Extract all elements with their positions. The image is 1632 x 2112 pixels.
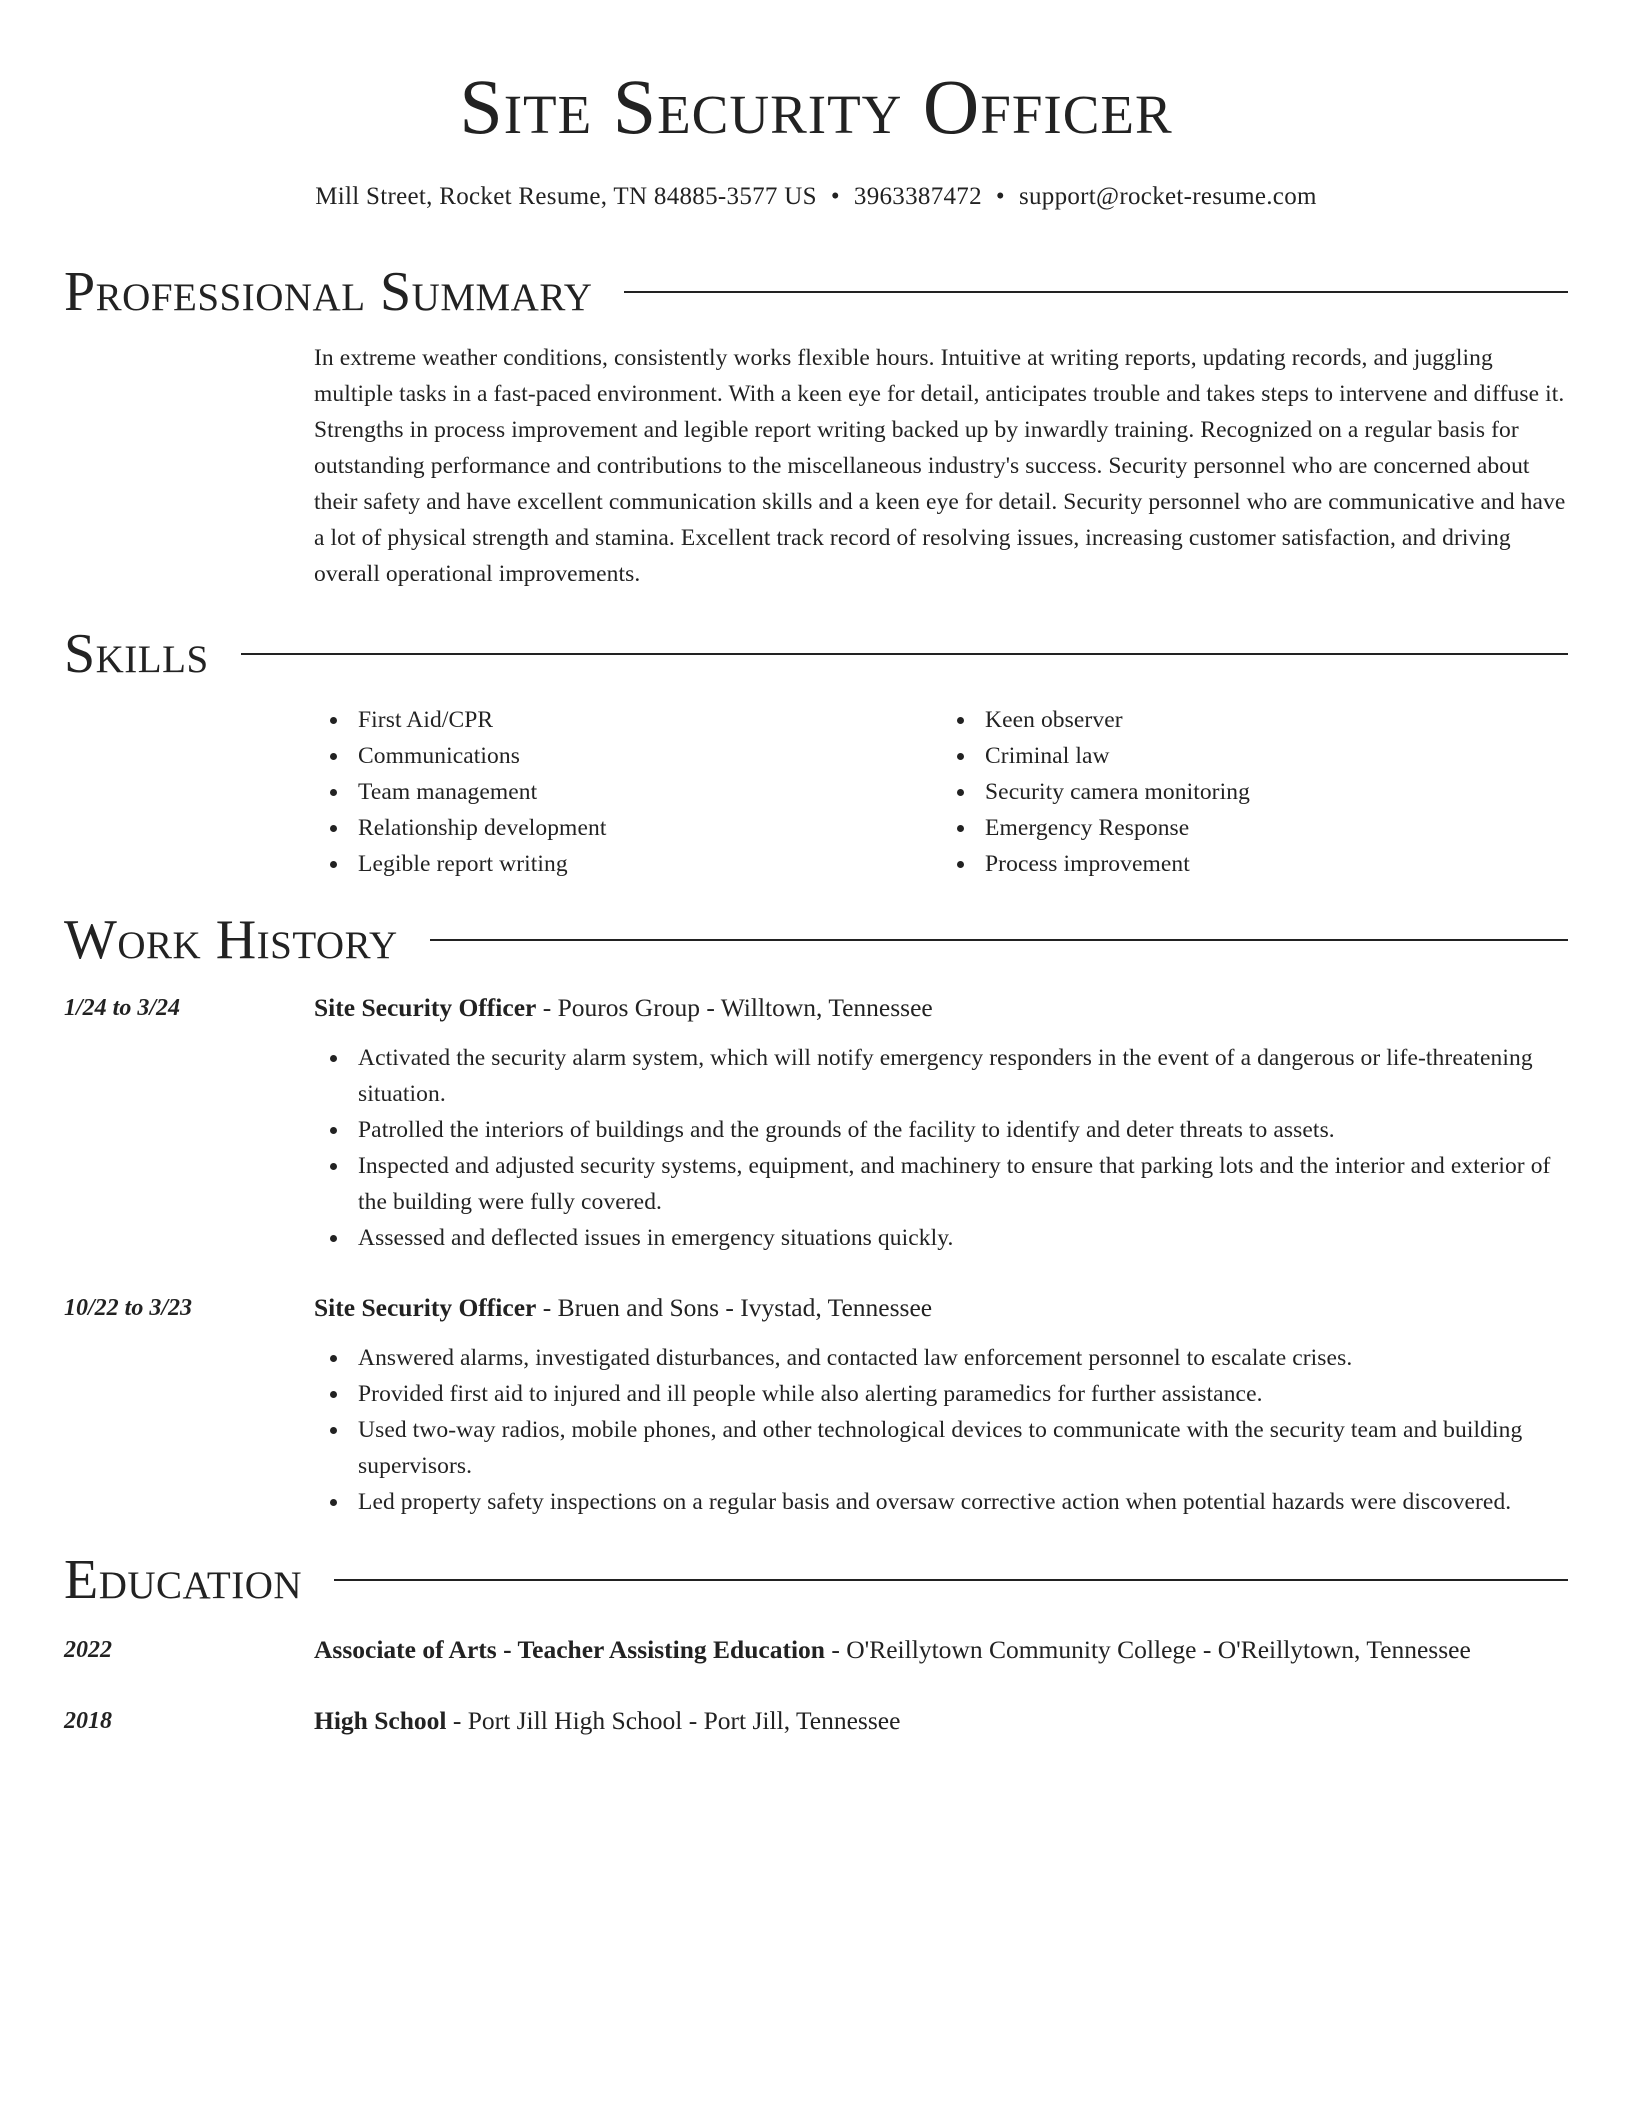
education-school: - O'Reillytown Community College - O'Reillytown, Tennessee: [824, 1635, 1471, 1664]
education-year: 2022: [64, 1637, 112, 1663]
skills-column-right: [941, 702, 1568, 882]
job-employer: - Pouros Group - Willtown, Tennessee: [536, 993, 933, 1022]
education-line: [314, 1703, 1568, 1739]
job-duty: Used two-way radios, mobile phones, and other technological devices to communicate with the security team and building supervisors.: [358, 1412, 1568, 1484]
education-degree: Associate of Arts - Teacher Assisting Education: [314, 1635, 825, 1664]
section-heading-work-history: [64, 908, 1568, 972]
job-duties: [314, 1040, 1568, 1256]
job-dates: 1/24 to 3/24: [64, 995, 181, 1021]
job-employer: - Bruen and Sons - Ivystad, Tennessee: [536, 1293, 933, 1322]
education-line: [314, 1632, 1568, 1668]
contact-phone: 3963387472: [853, 183, 982, 210]
resume-page: [64, 0, 1568, 1739]
section-divider: [241, 653, 1568, 655]
education-year: 2018: [64, 1708, 112, 1734]
summary-text: In extreme weather conditions, consistently works flexible hours. Intuitive at writing reports, updating records, and juggling multiple tasks in a fast-paced environment. With a keen eye for detail, anticipates trouble and takes steps to intervene and diffuse it. Strengths in process improvement and legible report writing backed up by inwardly training. Recognized on a regular basis for outstanding performance and contributions to the miscellaneous industry's success. Security personnel who are concerned about their safety and have excellent communication skills and a keen eye for detail. Security personnel who are communicative and have a lot of physical strength and stamina. Excellent track record of resolving issues, increasing customer satisfaction, and driving overall operational improvements.: [314, 345, 1566, 587]
job-duty: Answered alarms, investigated disturbances, and contacted law enforcement personnel to escalate crises.: [358, 1340, 1568, 1376]
skill-item: Communications: [358, 738, 941, 774]
section-heading-education: [64, 1548, 1568, 1612]
skill-item: First Aid/CPR: [358, 702, 941, 738]
skill-item: Relationship development: [358, 810, 941, 846]
section-heading-summary: [64, 260, 1568, 324]
contact-separator: •: [995, 183, 1005, 210]
job-duty: Assessed and deflected issues in emergency situations quickly.: [358, 1220, 1568, 1256]
job-duty: Activated the security alarm system, which will notify emergency responders in the event of a dangerous or life-threatening situation.: [358, 1040, 1568, 1112]
job-entry: [64, 990, 1568, 1256]
section-title: Work History: [64, 909, 398, 971]
section-title: Education: [64, 1549, 303, 1611]
skill-item: Criminal law: [985, 738, 1568, 774]
section-heading-skills: [64, 622, 1568, 686]
contact-line: [64, 182, 1568, 212]
skill-item: Process improvement: [985, 846, 1568, 882]
job-title-line: [314, 990, 1568, 1026]
skill-item: Security camera monitoring: [985, 774, 1568, 810]
section-divider: [430, 939, 1568, 941]
education-school: - Port Jill High School - Port Jill, Tennessee: [446, 1706, 901, 1735]
section-divider: [334, 1579, 1568, 1581]
job-title-line: [314, 1290, 1568, 1326]
skill-item: Emergency Response: [985, 810, 1568, 846]
job-title: Site Security Officer: [314, 993, 537, 1022]
section-title: Skills: [64, 623, 209, 685]
job-dates: 10/22 to 3/23: [64, 1295, 193, 1321]
education-degree: High School: [314, 1706, 447, 1735]
skill-item: Legible report writing: [358, 846, 941, 882]
skills-column-left: [314, 702, 941, 882]
job-title: Site Security Officer: [314, 1293, 537, 1322]
skill-item: Keen observer: [985, 702, 1568, 738]
education-entry: [64, 1703, 1568, 1739]
resume-name: Site Security Officer: [459, 63, 1173, 150]
job-entry: [64, 1290, 1568, 1520]
section-title: Professional Summary: [64, 261, 593, 323]
job-duty: Inspected and adjusted security systems, equipment, and machinery to ensure that parking lots and the interior and exterior of the building were fully covered.: [358, 1148, 1568, 1220]
contact-separator: •: [830, 183, 840, 210]
skill-item: Team management: [358, 774, 941, 810]
section-divider: [624, 291, 1568, 293]
job-duties: [314, 1340, 1568, 1520]
job-duty: Patrolled the interiors of buildings and the grounds of the facility to identify and deter threats to assets.: [358, 1112, 1568, 1148]
job-duty: Led property safety inspections on a regular basis and oversaw corrective action when potential hazards were discovered.: [358, 1484, 1568, 1520]
education-entry: [64, 1632, 1568, 1668]
job-duty: Provided first aid to injured and ill people while also alerting paramedics for further assistance.: [358, 1376, 1568, 1412]
skills-list: [314, 702, 1568, 882]
contact-address: Mill Street, Rocket Resume, TN 84885-3577 US: [315, 183, 817, 210]
contact-email: support@rocket-resume.com: [1018, 183, 1317, 210]
